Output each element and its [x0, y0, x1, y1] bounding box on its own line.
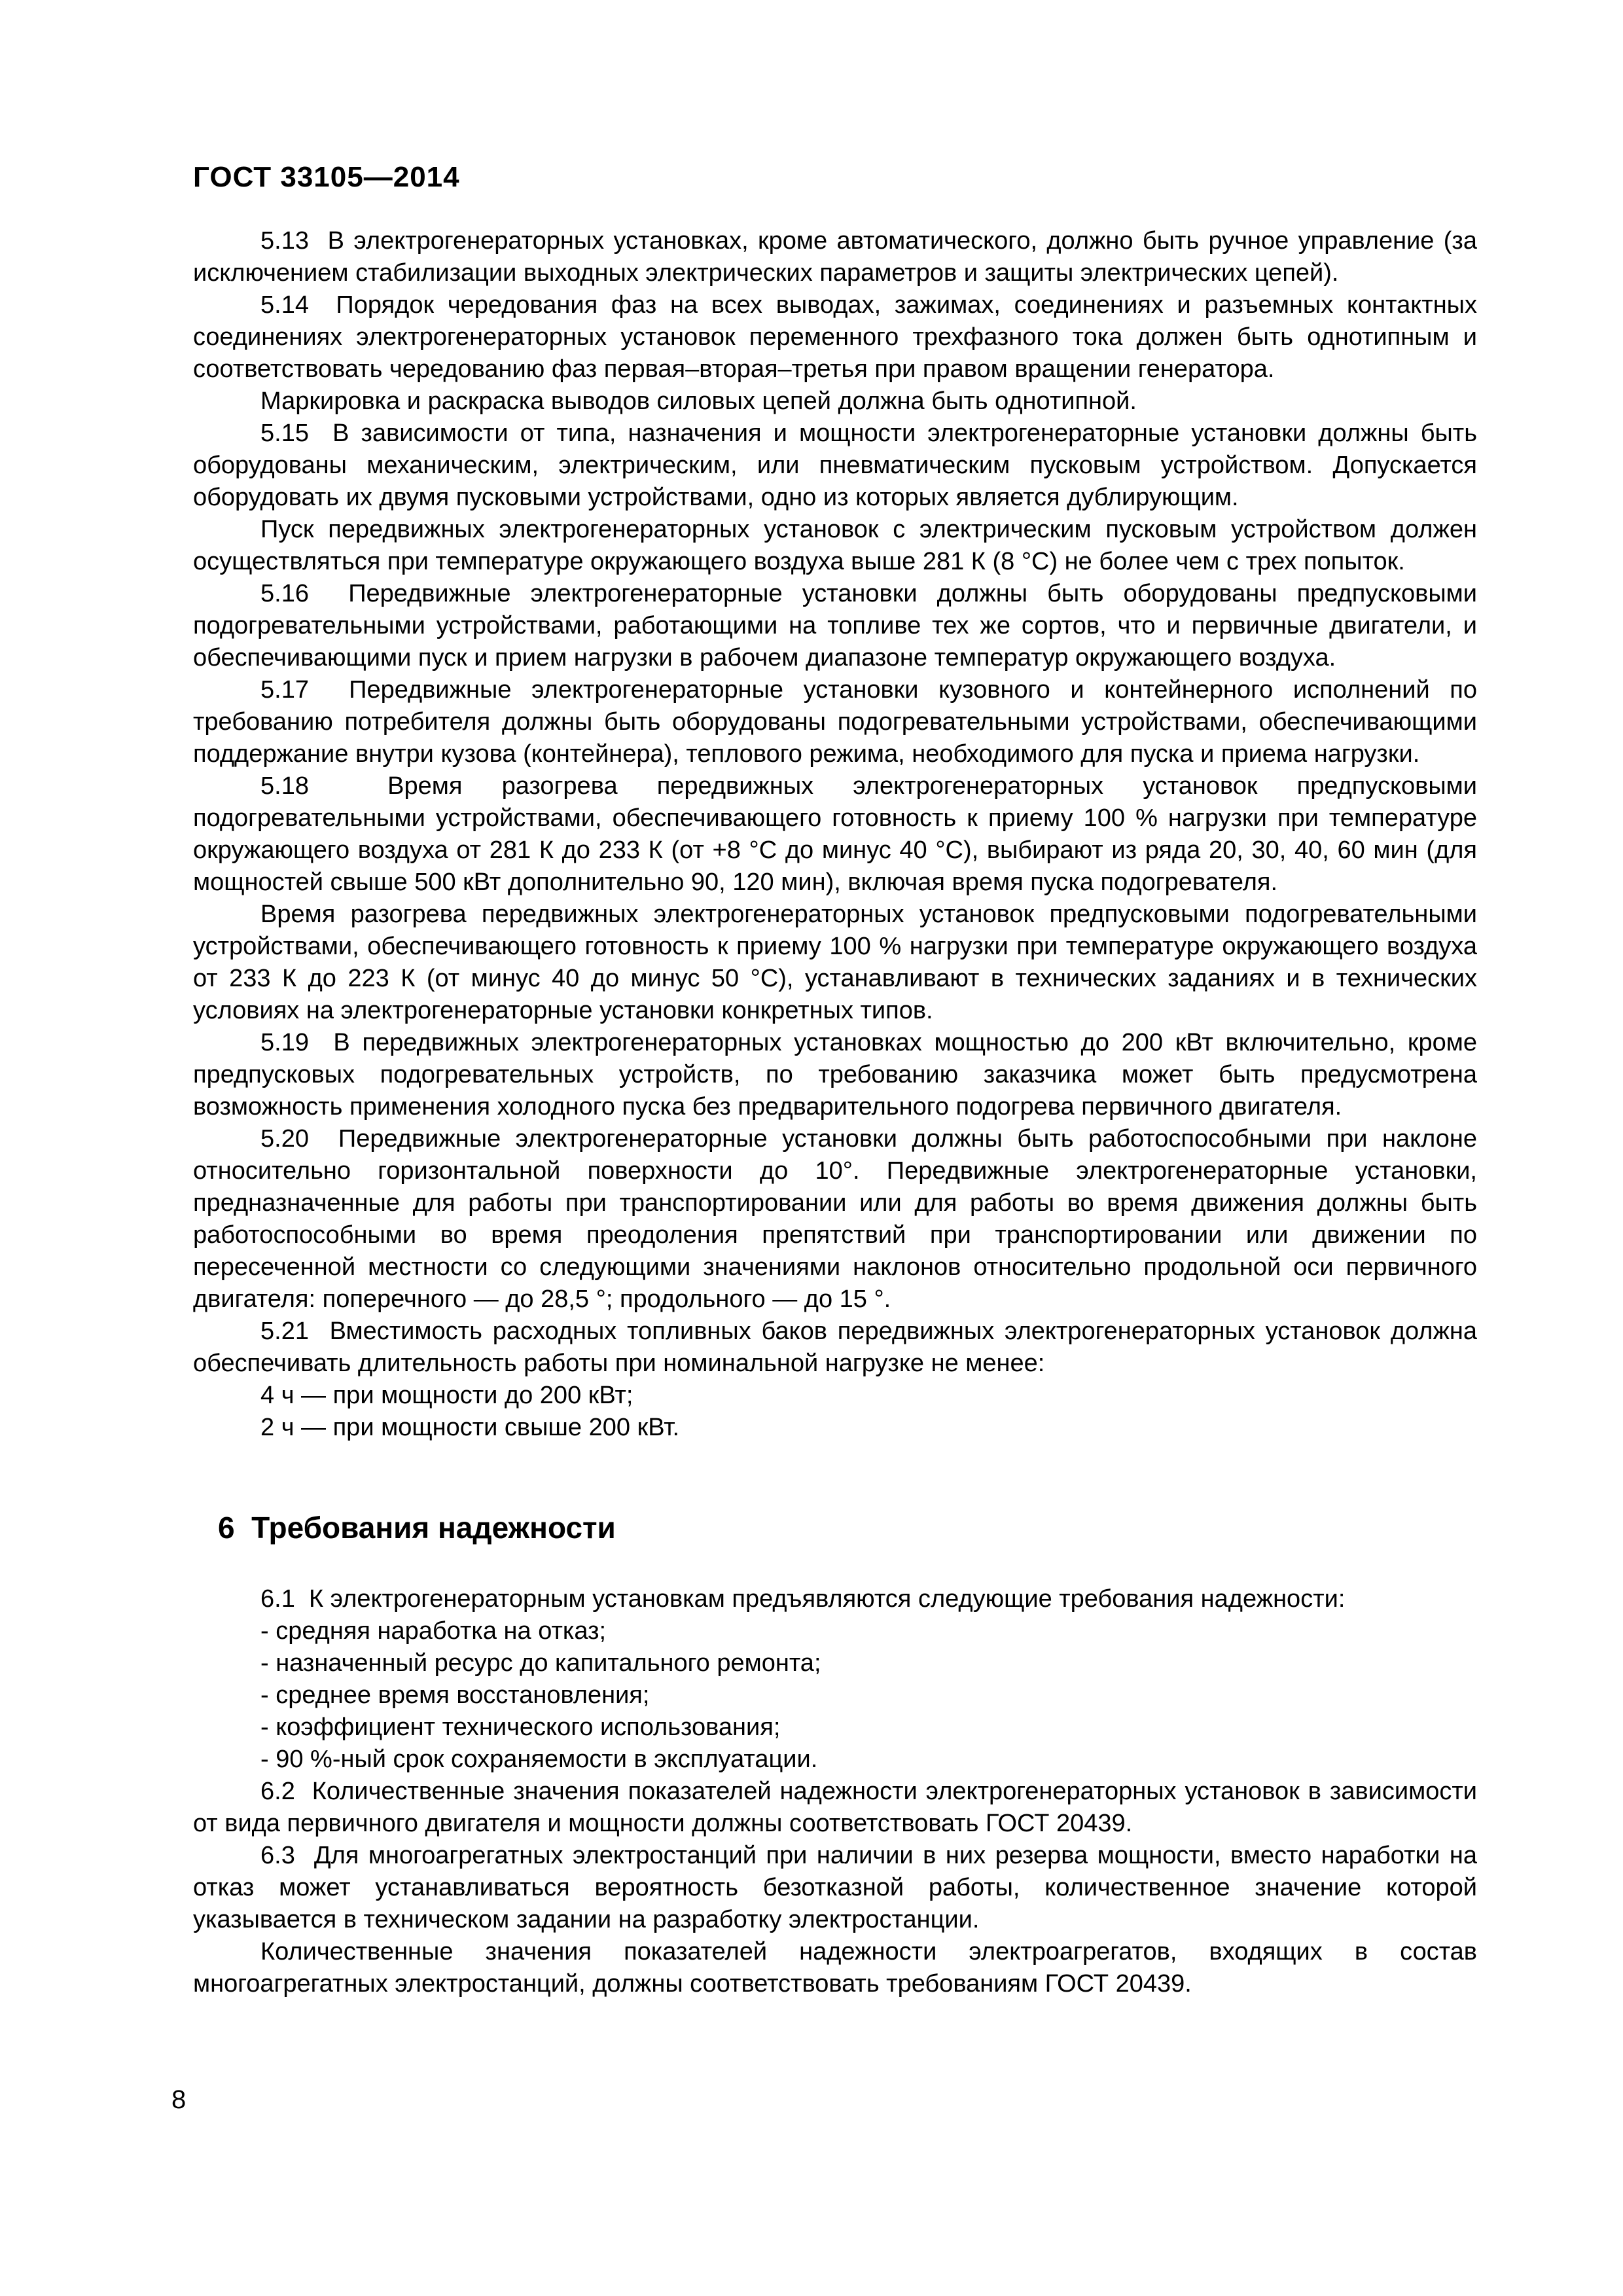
paragraph: Пуск передвижных электрогенераторных установок с электрическим пусковым устройством должен осуществляться при температуре окружающего воздуха выше 281 К (8 °С) не более чем с трех попыток.: [193, 516, 1477, 575]
paragraph: 5.20 Передвижные электрогенераторные установки должны быть работоспособными при наклоне относительно горизонтальной поверхности до 10°. Передвижные электрогенераторные установки, предназначенные для работы при транспортировании или для работы во время движения должны быть работоспособными во время преодоления препятствий при транспортировании или движении по пересеченной местности со следующими значениями наклонов относительно продольной оси первичного двигателя: поперечного — до 28,5 °; продольного — до 15 °.: [193, 1125, 1477, 1313]
paragraph: Количественные значения показателей надежности электроагрегатов, входящих в состав многоагрегатных электростанций, должны соответствовать требованиям ГОСТ 20439.: [193, 1938, 1477, 1998]
paragraph: - коэффициент технического использования;: [260, 1713, 781, 1741]
paragraph: 6.1 К электрогенераторным установкам предъявляются следующие требования надежности:: [260, 1585, 1346, 1613]
paragraph: 5.17 Передвижные электрогенераторные установки кузовного и контейнерного исполнений по требованию потребителя должны быть оборудованы подогревательными устройствами, обеспечивающими поддержание внутри кузова (контейнера), теплового режима, необходимого для пуска и приема нагрузки.: [193, 676, 1477, 768]
paragraph: 5.14 Порядок чередования фаз на всех выводах, зажимах, соединениях и разъемных контактных соединениях электрогенераторных установок переменного трехфазного тока должен быть однотипным и соответствовать чередованию фаз первая–вторая–третья при правом вращении генератора.: [193, 291, 1477, 383]
paragraph: - средняя наработка на отказ;: [260, 1617, 607, 1645]
document-header-standard-number: ГОСТ 33105—2014: [193, 161, 460, 193]
paragraph: 6.2 Количественные значения показателей надежности электрогенераторных установок в зависимости от вида первичного двигателя и мощности должны соответствовать ГОСТ 20439.: [193, 1778, 1477, 1837]
paragraph: 5.21 Вместимость расходных топливных баков передвижных электрогенераторных установок должна обеспечивать длительность работы при номинальной нагрузке не менее:: [193, 1318, 1477, 1377]
paragraph: 5.15 В зависимости от типа, назначения и мощности электрогенераторные установки должны быть оборудованы механическим, электрическим, или пневматическим пусковым устройством. Допускается оборудовать их двумя пусковыми устройствами, одно из которых является дублирующим.: [193, 420, 1477, 511]
paragraph: 4 ч — при мощности до 200 кВт;: [260, 1382, 633, 1409]
section-heading: 6 Требования надежности: [218, 1511, 616, 1545]
paragraph: 5.19 В передвижных электрогенераторных установках мощностью до 200 кВт включительно, кроме предпусковых подогревательных устройств, по требованию заказчика может быть предусмотрена возможность применения холодного пуска без предварительного подогрева первичного двигателя.: [193, 1029, 1477, 1121]
paragraph: - назначенный ресурс до капитального ремонта;: [260, 1649, 821, 1677]
paragraph: Маркировка и раскраска выводов силовых цепей должна быть однотипной.: [260, 387, 1137, 415]
paragraph: 5.13 В электрогенераторных установках, кроме автоматического, должно быть ручное управление (за исключением стабилизации выходных электрических параметров и защиты электрических цепей).: [193, 227, 1477, 287]
paragraph: 5.16 Передвижные электрогенераторные установки должны быть оборудованы предпусковыми подогревательными устройствами, работающими на топливе тех же сортов, что и первичные двигатели, и обеспечивающими пуск и прием нагрузки в рабочем диапазоне температур окружающего воздуха.: [193, 580, 1477, 672]
page-number: 8: [171, 2085, 187, 2114]
paragraph: 2 ч — при мощности свыше 200 кВт.: [260, 1414, 680, 1441]
document-body: [193, 225, 1477, 2000]
paragraph: - 90 %-ный срок сохраняемости в эксплуатации.: [260, 1746, 818, 1773]
paragraph: 6.3 Для многоагрегатных электростанций при наличии в них резерва мощности, вместо наработки на отказ может устанавливаться вероятность безотказной работы, количественное значение которой указывается в техническом задании на разработку электростанции.: [193, 1842, 1477, 1933]
paragraph: - среднее время восстановления;: [260, 1681, 650, 1709]
paragraph: 5.18 Время разогрева передвижных электрогенераторных установок предпусковыми подогревательными устройствами, обеспечивающего готовность к приему 100 % нагрузки при температуре окружающего воздуха от 281 К до 233 К (от +8 °С до минус 40 °С), выбирают из ряда 20, 30, 40, 60 мин (для мощностей свыше 500 кВт дополнительно 90, 120 мин), включая время пуска подогревателя.: [193, 772, 1477, 896]
paragraph: Время разогрева передвижных электрогенераторных установок предпусковыми подогревательными устройствами, обеспечивающего готовность к приему 100 % нагрузки при температуре окружающего воздуха от 233 К до 223 К (от минус 40 до минус 50 °С), устанавливают в технических заданиях и в технических условиях на электрогенераторные установки конкретных типов.: [193, 901, 1477, 1024]
